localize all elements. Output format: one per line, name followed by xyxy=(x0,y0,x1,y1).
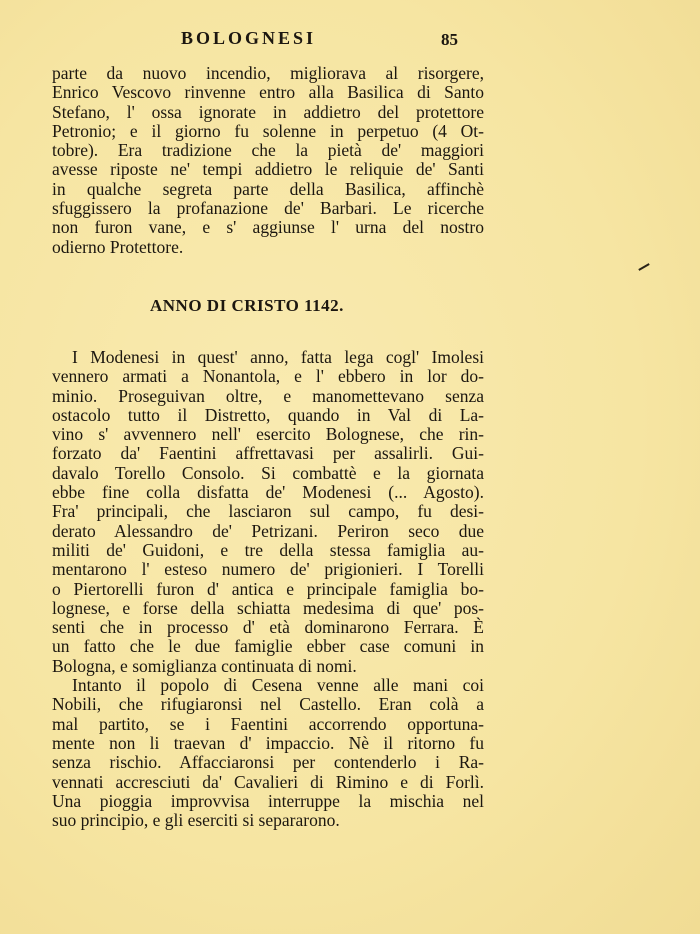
text-line: Petronio; e il giorno fu solenne in perpetuo (4 Ot- xyxy=(52,120,484,141)
text-line: vino s' avvennero nell' esercito Bolognese, che rin- xyxy=(52,424,484,445)
text-line: o Piertorelli furon d' antica e principale famiglia bo- xyxy=(52,578,484,599)
text-line: non furon vane, e s' aggiunse l' urna del nostro xyxy=(52,217,484,238)
running-title: BOLOGNESI xyxy=(181,28,317,48)
text-line: tobre). Era tradizione che la pietà de' maggiori xyxy=(52,140,484,161)
text-line: mal partito, se i Faentini accorrendo opportuna- xyxy=(52,713,484,734)
page-number: 85 xyxy=(441,30,458,49)
text-line: senti che in processo d' età dominarono Ferrara. È xyxy=(52,617,484,638)
text-line: Stefano, l' ossa ignorate in addietro del protettore xyxy=(52,101,484,122)
text-line: forzato da' Faentini affrettavasi per assalirli. Gui- xyxy=(52,443,484,464)
text-line: Nobili, che rifugiaronsi nel Castello. Eran colà a xyxy=(52,694,484,715)
text-line: ostacolo tutto il Distretto, quando in Val di La- xyxy=(52,404,484,425)
text-line: derato Alessandro de' Petrizani. Periron seco due xyxy=(52,520,484,541)
section-body xyxy=(52,348,484,830)
text-line: parte da nuovo incendio, migliorava al risorgere, xyxy=(52,63,484,83)
text-line: odierno Protettore. xyxy=(52,236,184,257)
text-line: un fatto che le due famiglie ebber case comuni in xyxy=(52,636,484,657)
text-line: Fra' principali, che lasciaron sul campo, fu desi- xyxy=(52,501,484,522)
text-line: avesse riposte ne' tempi addietro le reliquie de' Santi xyxy=(52,159,484,180)
text-line: minio. Proseguivan oltre, e manomettevano senza xyxy=(52,385,484,406)
text-line: lognese, e forse della schiatta medesima di que' pos- xyxy=(52,597,484,618)
text-line: vennero armati a Nonantola, e l' ebbero in lor do- xyxy=(52,366,484,387)
text-line: vennati accresciuti da' Cavalieri di Rimino e di Forlì. xyxy=(52,771,484,792)
text-line: in qualche segreta parte della Basilica, affinchè xyxy=(52,178,484,199)
text-line: mente non li traevan d' impaccio. Nè il ritorno fu xyxy=(52,732,484,753)
text-line: davalo Torello Consolo. Si combattè e la giornata xyxy=(52,462,484,483)
text-line: sfuggissero la profanazione de' Barbari. Le ricerche xyxy=(52,198,484,219)
text-line: mentarono l' esteso numero de' prigionieri. I Torelli xyxy=(52,559,484,580)
text-line: Enrico Vescovo rinvenne entro alla Basilica di Santo xyxy=(52,82,484,103)
text-line: Una pioggia improvvisa interruppe la mischia nel xyxy=(52,790,484,811)
text-line: militi de' Guidoni, e tre della stessa famiglia au- xyxy=(52,539,484,560)
text-line: suo principio, e gli eserciti si separarono. xyxy=(52,810,340,831)
paragraph-continuation xyxy=(52,64,484,257)
text-line: ebbe fine colla disfatta de' Modenesi (... Agosto). xyxy=(52,482,484,503)
text-line: Bologna, e somiglianza continuata di nomi. xyxy=(52,655,357,676)
margin-mark xyxy=(638,263,649,271)
section-heading: ANNO DI CRISTO 1142. xyxy=(150,296,344,315)
text-line: Intanto il popolo di Cesena venne alle mani coi xyxy=(72,675,484,696)
text-line: I Modenesi in quest' anno, fatta lega cogl' Imolesi xyxy=(72,347,484,367)
text-line: senza rischio. Affacciaronsi per contenderlo i Ra- xyxy=(52,752,484,773)
